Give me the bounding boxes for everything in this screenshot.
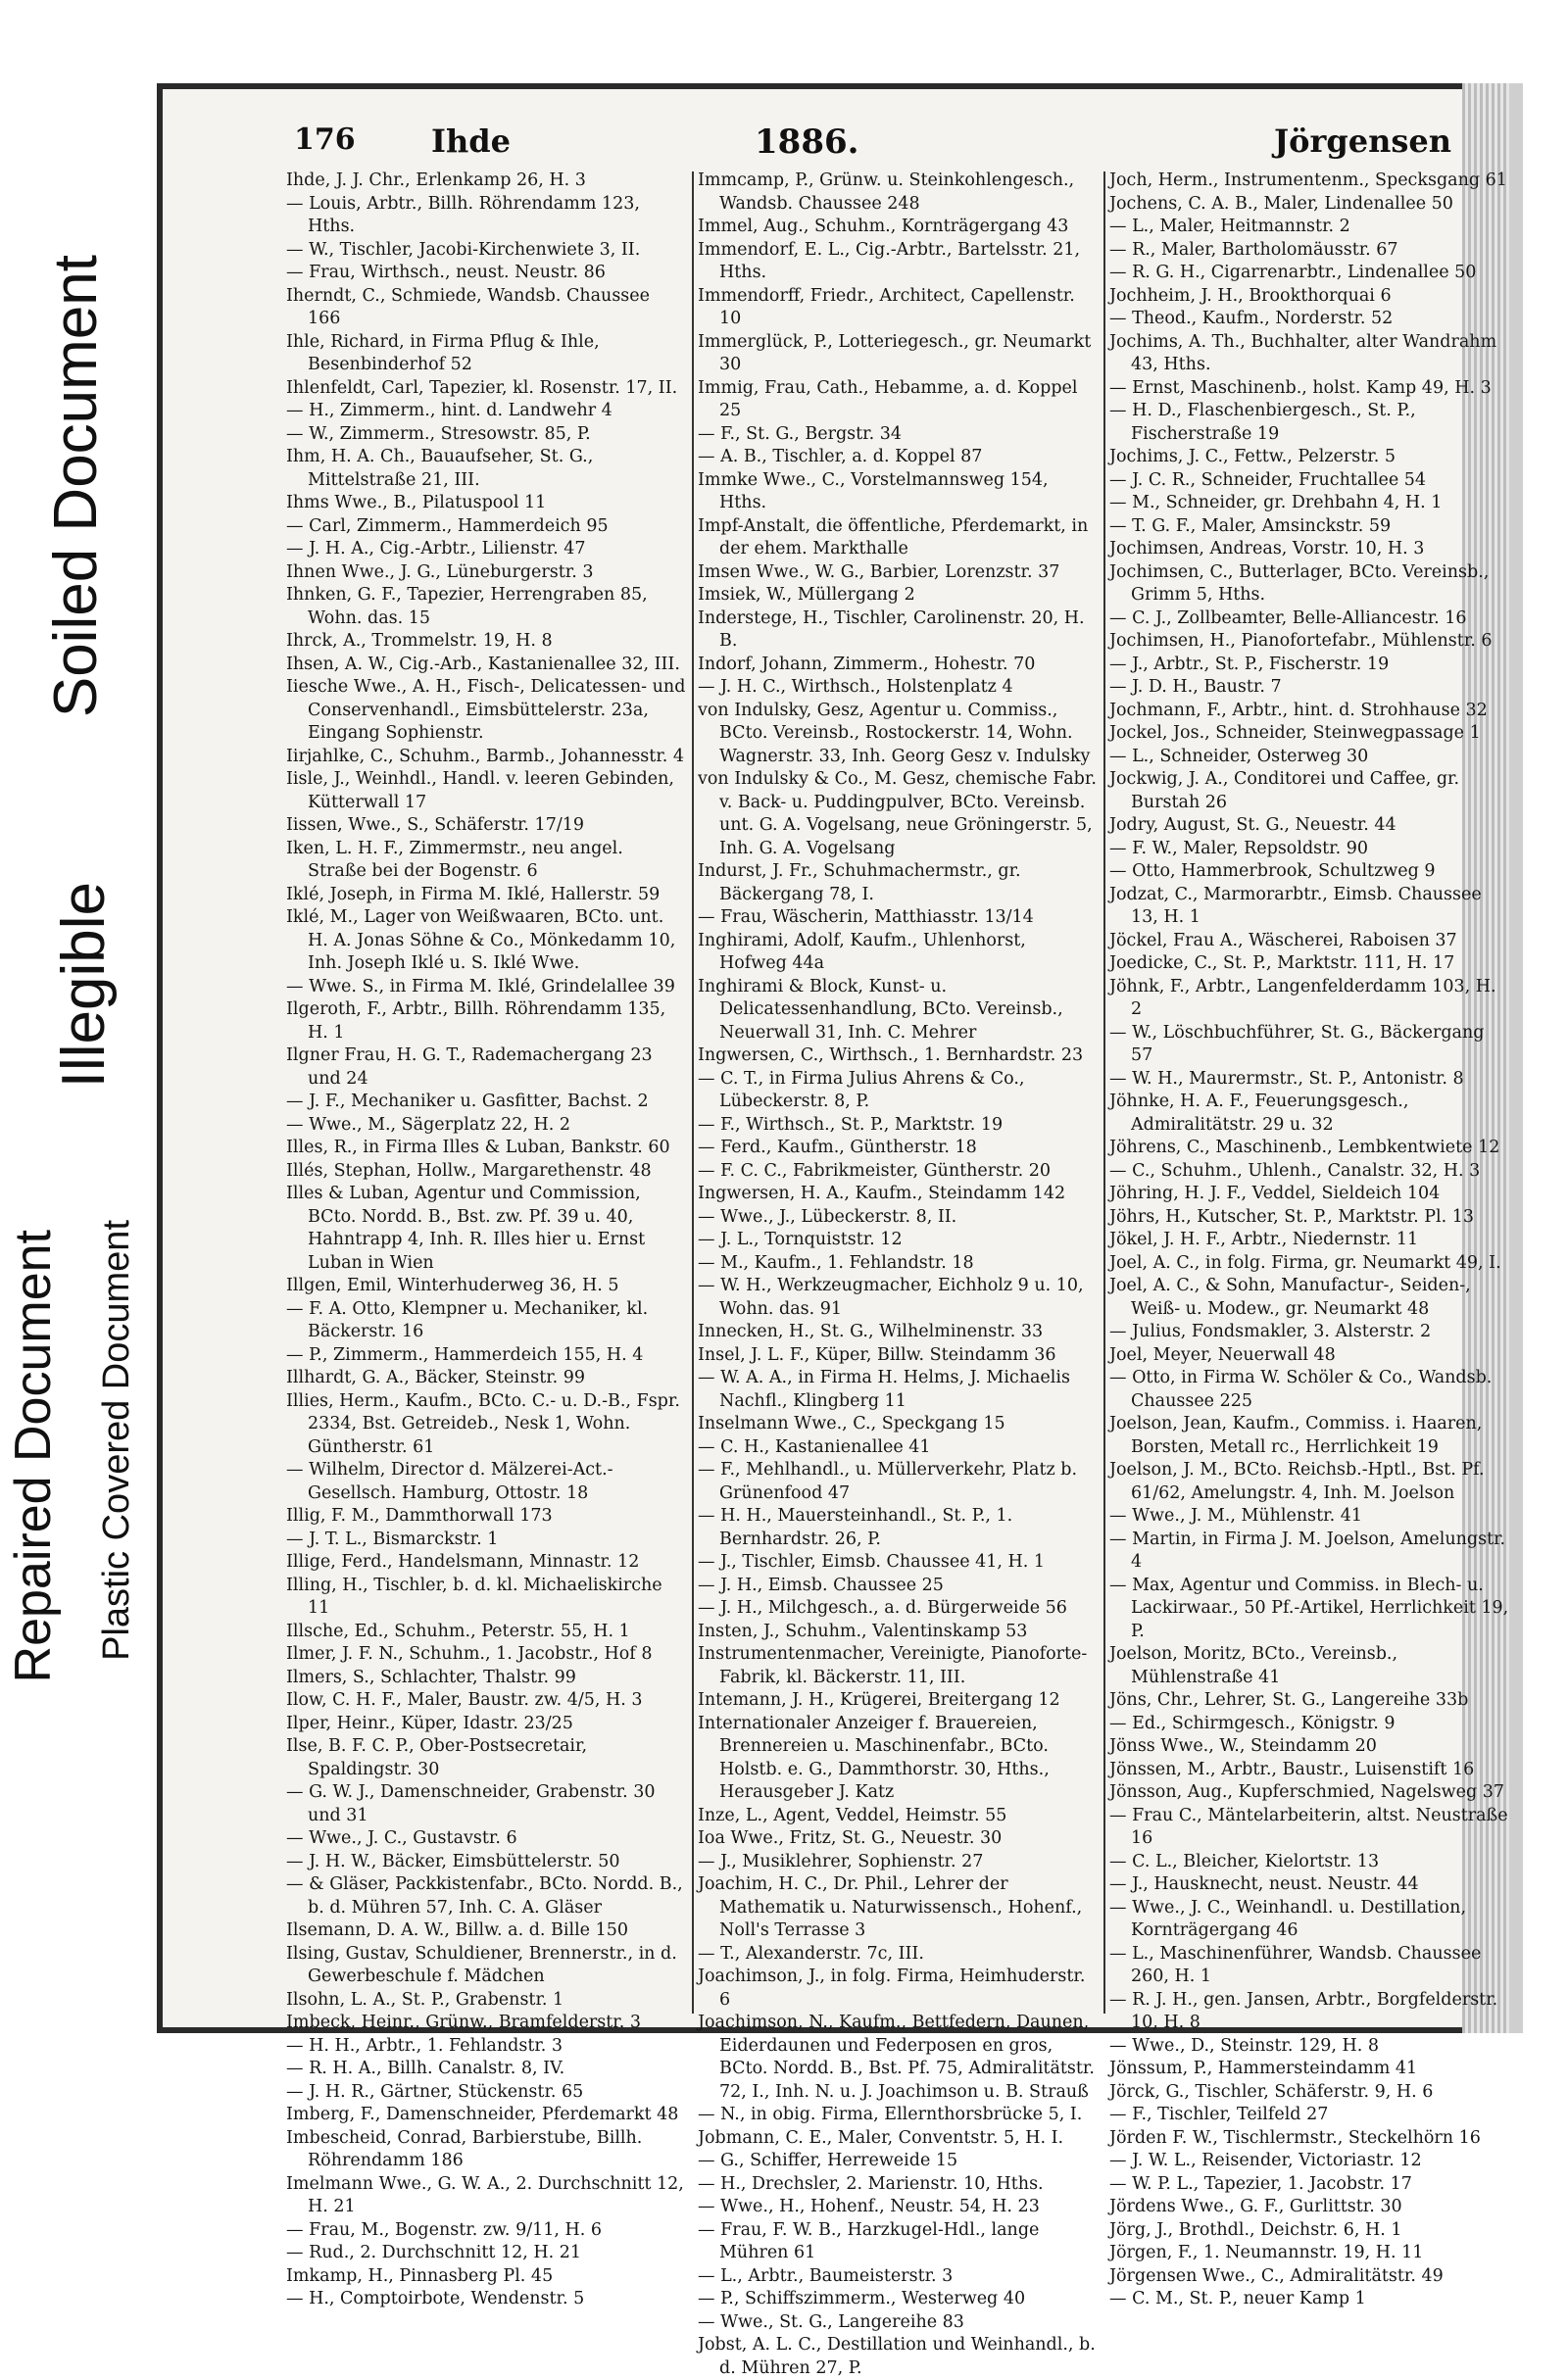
directory-entry: — Wwe., J. C., Weinhandl. u. Destillation, Kornträgergang 46 — [1109, 1897, 1467, 1940]
directory-entry: — L., Maler, Heitmannstr. 2 — [1109, 217, 1350, 236]
directory-entry: Jönsson, Aug., Kupferschmied, Nagelsweg 37 — [1109, 1782, 1505, 1802]
directory-entry: — L., Maschinenführer, Wandsb. Chaussee 260, H. 1 — [1109, 1943, 1482, 1986]
directory-entry: — R. J. H., gen. Jansen, Arbtr., Borgfelderstr. 10, H. 8 — [1109, 1989, 1498, 2032]
directory-entry: Jobst, A. L. C., Destillation und Weinhandl., b. d. Mühren 27, P. — [698, 2335, 1096, 2378]
directory-entry: — F. W., Maler, Repsoldstr. 90 — [1109, 838, 1368, 858]
directory-entry: — J. H. C., Wirthsch., Holstenplatz 4 — [698, 677, 1013, 697]
directory-entry: Imsen Wwe., W. G., Barbier, Lorenzstr. 37 — [698, 561, 1060, 582]
directory-entry: Joachimson, N., Kaufm., Bettfedern, Daunen, Eiderdaunen und Federposen en gros, BCto. Nordd. B., Bst. Pf. 75, Admiralitätstr. 72, I., Inh. N. u. J. Joachimson u. B. Strauß — [698, 2013, 1095, 2102]
directory-entry: — Wwe., J. M., Mühlenstr. 41 — [1109, 1506, 1362, 1526]
directory-entry: — W. A. A., in Firma H. Helms, J. Michaelis Nachfl., Klingberg 11 — [698, 1368, 1070, 1411]
directory-entry: — Wwe., M., Sägerplatz 22, H. 2 — [286, 1114, 570, 1135]
directory-entry: — Wwe., St. G., Langereihe 83 — [698, 2311, 964, 2332]
directory-entry: Jochimsen, H., Pianofortefabr., Mühlenstr. 6 — [1109, 631, 1493, 651]
directory-entry: — J., Musiklehrer, Sophienstr. 27 — [698, 1851, 984, 1871]
directory-entry: von Indulsky & Co., M. Gesz, chemische Fabr. v. Back- u. Puddingpulver, BCto. Vereinsb. unt. G. A. Vogelsang, neue Gröningerstr. 5, Inh. G. A. Vogelsang — [698, 769, 1097, 858]
directory-entry: — J. H. R., Gärtner, Stückenstr. 65 — [286, 2081, 584, 2102]
directory-entry: — Wwe., H., Hohenf., Neustr. 54, H. 23 — [698, 2197, 1040, 2216]
directory-entry: Iissen, Wwe., S., Schäferstr. 17/19 — [286, 815, 584, 835]
directory-entry: — J. H. A., Cig.-Arbtr., Lilienstr. 47 — [286, 539, 586, 559]
directory-entry: — J. F., Mechaniker u. Gasfitter, Bachst. 2 — [286, 1092, 649, 1111]
directory-entry: — M., Schneider, gr. Drehbahn 4, H. 1 — [1109, 493, 1443, 512]
directory-entry: Insel, J. L. F., Küper, Billw. Steindamm 36 — [698, 1344, 1056, 1365]
directory-entry: — J. H., Eimsb. Chaussee 25 — [698, 1575, 944, 1595]
directory-entry: Illes, R., in Firma Illes & Luban, Bankstr. 60 — [286, 1138, 670, 1157]
directory-entry: — F., Wirthsch., St. P., Marktstr. 19 — [698, 1114, 1004, 1135]
directory-entry: Immendorff, Friedr., Architect, Capellenstr. 10 — [698, 285, 1075, 328]
directory-entry: — Max, Agentur und Commiss. in Blech- u. Lackirwaar., 50 Pf.-Artikel, Herrlichkeit 19, P. — [1109, 1575, 1509, 1641]
directory-entry: Ihle, Richard, in Firma Pflug & Ihle, Besenbinderhof 52 — [286, 331, 600, 374]
directory-entry: Immke Wwe., C., Vorstelmannsweg 154, Hths. — [698, 469, 1049, 512]
directory-entry: Ilsohn, L. A., St. P., Grabenstr. 1 — [286, 1989, 564, 2010]
directory-entry: — W. H., Werkzeugmacher, Eichholz 9 u. 10, Wohn. das. 91 — [698, 1276, 1084, 1319]
directory-entry: Jöckel, Frau A., Wäscherei, Raboisen 37 — [1109, 930, 1457, 950]
directory-entry: Illgen, Emil, Winterhuderweg 36, H. 5 — [286, 1276, 619, 1295]
directory-entry: Ingwersen, C., Wirthsch., 1. Bernhardstr. 23 — [698, 1045, 1084, 1065]
directory-entry: — C. H., Kastanienallee 41 — [698, 1436, 931, 1457]
directory-entry: — C. L., Bleicher, Kielortstr. 13 — [1109, 1851, 1380, 1871]
directory-entry: — F., Mehlhandl., u. Müllerverkehr, Platz b. Grünenfood 47 — [698, 1460, 1078, 1503]
directory-entry: Jöhrens, C., Maschinenb., Lembkentwiete 12 — [1109, 1138, 1500, 1157]
directory-entry: Jörgensen Wwe., C., Admiralitätstr. 49 — [1109, 2265, 1444, 2286]
directory-column-1 — [286, 170, 686, 2308]
directory-entry: — J. H. W., Bäcker, Eimsbüttelerstr. 50 — [286, 1851, 620, 1871]
directory-entry: Illige, Ferd., Handelsmann, Minnastr. 12 — [286, 1552, 640, 1572]
column-rule — [692, 171, 694, 2014]
directory-entry: — R., Maler, Bartholomäusstr. 67 — [1109, 239, 1398, 260]
directory-entry: Ilper, Heinr., Küper, Idastr. 23/25 — [286, 1713, 573, 1733]
directory-entry: Ihnen Wwe., J. G., Lüneburgerstr. 3 — [286, 561, 594, 582]
directory-entry: Jodry, August, St. G., Neuestr. 44 — [1109, 815, 1396, 835]
directory-entry: — R. H. A., Billh. Canalstr. 8, IV. — [286, 2059, 565, 2078]
directory-entry: Jochimsen, C., Butterlager, BCto. Vereinsb., Grimm 5, Hths. — [1109, 561, 1490, 605]
directory-entry: Inghirami & Block, Kunst- u. Delicatessenhandlung, BCto. Vereinsb., Neuerwall 31, Inh. C. Mehrer — [698, 976, 1063, 1043]
directory-entry: Iisle, J., Weinhdl., Handl. v. leeren Gebinden, Kütterwall 17 — [286, 769, 674, 812]
directory-entry: Jördens Wwe., G. F., Gurlittstr. 30 — [1109, 2197, 1402, 2216]
directory-entry: — J., Hausknecht, neust. Neustr. 44 — [1109, 1874, 1419, 1894]
directory-entry: — P., Zimmerm., Hammerdeich 155, H. 4 — [286, 1344, 644, 1365]
directory-entry: — J. W. L., Reisender, Victoriastr. 12 — [1109, 2151, 1422, 2170]
directory-entry: Ihsen, A. W., Cig.-Arb., Kastanienallee 32, III. — [286, 654, 680, 674]
directory-entry: Jönssum, P., Hammersteindamm 41 — [1109, 2059, 1418, 2078]
directory-entry: — Ed., Schirmgesch., Königstr. 9 — [1109, 1713, 1396, 1733]
directory-entry: — Louis, Arbtr., Billh. Röhrendamm 123, Hths. — [286, 193, 640, 236]
directory-entry: — J. L., Tornquiststr. 12 — [698, 1230, 903, 1249]
directory-entry: Jönss Wwe., W., Steindamm 20 — [1109, 1736, 1377, 1756]
directory-entry: Iken, L. H. F., Zimmermstr., neu angel. Straße bei der Bogenstr. 6 — [286, 838, 623, 881]
directory-entry: — L., Arbtr., Baumeisterstr. 3 — [698, 2265, 954, 2286]
directory-entry: — F., St. G., Bergstr. 34 — [698, 423, 902, 444]
directory-entry: Inderstege, H., Tischler, Carolinenstr. 20, H. B. — [698, 607, 1085, 651]
directory-entry: — R. G. H., Cigarrenarbtr., Lindenallee 50 — [1109, 263, 1477, 282]
directory-entry: Ihrck, A., Trommelstr. 19, H. 8 — [286, 631, 553, 651]
directory-entry: — H., Zimmerm., hint. d. Landwehr 4 — [286, 401, 612, 420]
directory-entry: — H. H., Arbtr., 1. Fehlandstr. 3 — [286, 2035, 564, 2056]
directory-entry: Jochens, C. A. B., Maler, Lindenallee 50 — [1109, 193, 1453, 214]
directory-entry: Joachimson, J., in folg. Firma, Heimhuderstr. 6 — [698, 1967, 1086, 2010]
directory-entry: Indorf, Johann, Zimmerm., Hohestr. 70 — [698, 654, 1036, 674]
directory-entry: Jöhrs, H., Kutscher, St. P., Marktstr. Pl. 13 — [1109, 1206, 1474, 1227]
directory-entry: Ilgner Frau, H. G. T., Rademachergang 23 und 24 — [286, 1045, 653, 1089]
directory-entry: — H., Comptoirbote, Wendenstr. 5 — [286, 2289, 585, 2308]
repaired-document-label: Repaired Document — [5, 1230, 62, 1683]
directory-entry: Ilow, C. H. F., Maler, Baustr. zw. 4/5, H. 3 — [286, 1690, 643, 1710]
header-left-word: Ihde — [431, 122, 511, 160]
directory-entry: — Theod., Kaufm., Norderstr. 52 — [1109, 309, 1394, 328]
directory-entry: — F. A. Otto, Klempner u. Mechaniker, kl. Bäckerstr. 16 — [286, 1298, 649, 1341]
directory-entry: — Frau, Wäscherin, Matthiasstr. 13/14 — [698, 907, 1034, 927]
directory-entry: — N., in obig. Firma, Ellernthorsbrücke 5, I. — [698, 2105, 1083, 2124]
directory-entry: Illhardt, G. A., Bäcker, Steinstr. 99 — [286, 1368, 586, 1387]
directory-entry: — F., Tischler, Teilfeld 27 — [1109, 2105, 1329, 2124]
directory-entry: — G., Schiffer, Herreweide 15 — [698, 2151, 958, 2170]
directory-entry: Jobmann, C. E., Maler, Conventstr. 5, H. I. — [698, 2127, 1064, 2148]
directory-entry: — W., Tischler, Jacobi-Kirchenwiete 3, II. — [286, 239, 641, 260]
directory-entry: Iklé, Joseph, in Firma M. Iklé, Hallerstr. 59 — [286, 884, 661, 904]
directory-entry: — Carl, Zimmerm., Hammerdeich 95 — [286, 515, 609, 536]
directory-entry: — W. P. L., Tapezier, 1. Jacobstr. 17 — [1109, 2173, 1412, 2194]
directory-entry: Immendorf, E. L., Cig.-Arbtr., Bartelsstr. 21, Hths. — [698, 239, 1081, 282]
directory-entry: — C. T., in Firma Julius Ahrens & Co., Lübeckerstr. 8, P. — [698, 1068, 1025, 1111]
directory-entry: Joel, A. C., in folg. Firma, gr. Neumarkt 49, I. — [1109, 1252, 1501, 1273]
directory-entry: — J., Tischler, Eimsb. Chaussee 41, H. 1 — [698, 1552, 1046, 1572]
directory-entry: Imelmann Wwe., G. W. A., 2. Durchschnitt 12, H. 21 — [286, 2173, 684, 2216]
directory-entry: — J. T. L., Bismarckstr. 1 — [286, 1529, 499, 1549]
directory-entry: — J., Arbtr., St. P., Fischerstr. 19 — [1109, 654, 1390, 674]
directory-entry: Iirjahlke, C., Schuhm., Barmb., Johannesstr. 4 — [286, 746, 685, 766]
directory-entry: Jochimsen, Andreas, Vorstr. 10, H. 3 — [1109, 539, 1425, 559]
directory-entry: Ilsing, Gustav, Schuldiener, Brennerstr., in d. Gewerbeschule f. Mädchen — [286, 1943, 677, 1986]
column-rule — [1103, 171, 1105, 2014]
directory-entry: — Wwe., J., Lübeckerstr. 8, II. — [698, 1206, 957, 1227]
directory-entry: — Julius, Fondsmakler, 3. Alsterstr. 2 — [1109, 1322, 1432, 1341]
directory-entry: Ilmer, J. F. N., Schuhm., 1. Jacobstr., Hof 8 — [286, 1644, 653, 1664]
directory-entry: Imsiek, W., Müllergang 2 — [698, 585, 915, 605]
directory-entry: — J. H., Milchgesch., a. d. Bürgerweide 56 — [698, 1598, 1067, 1618]
directory-entry: Jörden F. W., Tischlermstr., Steckelhörn 16 — [1109, 2127, 1481, 2148]
directory-entry: Ihlenfeldt, Carl, Tapezier, kl. Rosenstr. 17, II. — [286, 377, 678, 398]
directory-entry: — Wwe. S., in Firma M. Iklé, Grindelallee 39 — [286, 976, 675, 996]
directory-entry: — T. G. F., Maler, Amsinckstr. 59 — [1109, 515, 1392, 536]
directory-entry: — Ferd., Kaufm., Güntherstr. 18 — [698, 1138, 977, 1157]
scanned-page — [157, 83, 1509, 2378]
directory-entry: Jöhnk, F., Arbtr., Langenfelderdamm 103, H. 2 — [1109, 976, 1496, 1019]
directory-entry: Joedicke, C., St. P., Marktstr. 111, H. 17 — [1109, 953, 1455, 973]
directory-entry: — Wwe., J. C., Gustavstr. 6 — [286, 1828, 517, 1848]
directory-entry: Joelson, Moritz, BCto., Vereinsb., Mühlenstraße 41 — [1109, 1644, 1398, 1687]
directory-entry: — M., Kaufm., 1. Fehlandstr. 18 — [698, 1252, 974, 1273]
directory-entry: Imkamp, H., Pinnasberg Pl. 45 — [286, 2265, 554, 2286]
directory-entry: Jockwig, J. A., Conditorei und Caffee, gr. Burstah 26 — [1109, 769, 1460, 812]
directory-entry: Joachim, H. C., Dr. Phil., Lehrer der Mathematik u. Naturwissensch., Hohenf., Noll's Terrasse 3 — [698, 1874, 1083, 1940]
directory-entry: — Otto, Hammerbrook, Schultzweg 9 — [1109, 861, 1436, 881]
directory-entry: Illés, Stephan, Hollw., Margarethenstr. 48 — [286, 1160, 652, 1181]
directory-entry: Ihm, H. A. Ch., Bauaufseher, St. G., Mittelstraße 21, III. — [286, 447, 594, 490]
illegible-label: Illegible — [50, 882, 118, 1089]
directory-entry: — Ernst, Maschinenb., holst. Kamp 49, H. 3 — [1109, 377, 1492, 398]
directory-entry: — Frau C., Mäntelarbeiterin, altst. Neustraße 16 — [1109, 1805, 1508, 1848]
directory-entry: Joel, Meyer, Neuerwall 48 — [1109, 1344, 1336, 1365]
directory-entry: Jodzat, C., Marmorarbtr., Eimsb. Chaussee 13, H. 1 — [1109, 884, 1482, 927]
directory-entry: — G. W. J., Damenschneider, Grabenstr. 30 und 31 — [286, 1782, 656, 1825]
directory-entry: Innecken, H., St. G., Wilhelminenstr. 33 — [698, 1322, 1044, 1341]
directory-entry: — H. D., Flaschenbiergesch., St. P., Fischerstraße 19 — [1109, 401, 1416, 444]
directory-entry: — T., Alexanderstr. 7c, III. — [698, 1943, 924, 1964]
directory-entry: — W., Zimmerm., Stresowstr. 85, P. — [286, 423, 591, 444]
directory-entry: Iklé, M., Lager von Weißwaaren, BCto. unt. H. A. Jonas Söhne & Co., Mönkedamm 10, Inh. Joseph Iklé u. S. Iklé Wwe. — [286, 907, 676, 973]
directory-entry: von Indulsky, Gesz, Agentur u. Commiss., BCto. Vereinsb., Rostockerstr. 14, Wohn. Wagnerstr. 33, Inh. Georg Gesz v. Indulsky — [698, 700, 1091, 766]
directory-entry: — P., Schiffszimmerm., Westerweg 40 — [698, 2289, 1026, 2308]
directory-entry: Ihnken, G. F., Tapezier, Herrengraben 85, Wohn. das. 15 — [286, 585, 648, 628]
directory-entry: — J. D. H., Baustr. 7 — [1109, 677, 1282, 697]
directory-entry: Illig, F. M., Dammthorwall 173 — [286, 1506, 553, 1526]
directory-entry: Immig, Frau, Cath., Hebamme, a. d. Koppel 25 — [698, 377, 1078, 420]
directory-column-2 — [698, 170, 1098, 2378]
directory-entry: Ilmers, S., Schlachter, Thalstr. 99 — [286, 1667, 576, 1687]
directory-entry: Joch, Herm., Instrumentenm., Specksgang 61 — [1109, 170, 1507, 190]
directory-column-3 — [1109, 170, 1509, 2308]
directory-entry: Jörg, J., Brothdl., Deichstr. 6, H. 1 — [1109, 2219, 1402, 2240]
directory-entry: Inghirami, Adolf, Kaufm., Uhlenhorst, Hofweg 44a — [698, 930, 1026, 973]
directory-entry: — J. C. R., Schneider, Fruchtallee 54 — [1109, 469, 1427, 490]
directory-entry: Ingwersen, H. A., Kaufm., Steindamm 142 — [698, 1184, 1066, 1203]
directory-entry: Ilse, B. F. C. P., Ober-Postsecretair, Spaldingstr. 30 — [286, 1736, 588, 1779]
directory-entry: — Frau, F. W. B., Harzkugel-Hdl., lange Mühren 61 — [698, 2219, 1040, 2262]
directory-entry: Jochheim, J. H., Brookthorquai 6 — [1109, 285, 1392, 306]
page-number: 176 — [294, 122, 356, 157]
directory-entry: Jökel, J. H. F., Arbtr., Niedernstr. 11 — [1109, 1230, 1419, 1249]
directory-entry: Jochims, A. Th., Buchhalter, alter Wandrahm 43, Hths. — [1109, 331, 1497, 374]
directory-entry: Intemann, J. H., Krügerei, Breitergang 12 — [698, 1690, 1060, 1710]
directory-entry: — H., Drechsler, 2. Marienstr. 10, Hths. — [698, 2173, 1044, 2194]
directory-entry: Jöhnke, H. A. F., Feuerungsgesch., Admiralitätstr. 29 u. 32 — [1109, 1092, 1409, 1135]
directory-entry: — Frau, Wirthsch., neust. Neustr. 86 — [286, 263, 606, 282]
directory-entry: Inze, L., Agent, Veddel, Heimstr. 55 — [698, 1805, 1007, 1825]
directory-entry: Illsche, Ed., Schuhm., Peterstr. 55, H. 1 — [286, 1621, 630, 1641]
directory-entry: Jörgen, F., 1. Neumannstr. 19, H. 11 — [1109, 2243, 1424, 2262]
directory-entry: Illing, H., Tischler, b. d. kl. Michaeliskirche 11 — [286, 1575, 662, 1618]
directory-entry: Internationaler Anzeiger f. Brauereien, Brennereien u. Maschinenfabr., BCto. Holstb. e. G., Dammthorstr. 30, Hths., Herausgeber J. Katz — [698, 1713, 1050, 1802]
header-year: 1886. — [755, 122, 859, 162]
directory-entry: Illies, Herm., Kaufm., BCto. C.- u. D.-B., Fspr. 2334, Bst. Getreideb., Nesk 1, Wohn. Güntherstr. 61 — [286, 1390, 680, 1457]
directory-entry: Immcamp, P., Grünw. u. Steinkohlengesch., Wandsb. Chaussee 248 — [698, 170, 1075, 214]
directory-entry: Jöns, Chr., Lehrer, St. G., Langereihe 33b — [1109, 1690, 1469, 1710]
directory-entry: Insten, J., Schuhm., Valentinskamp 53 — [698, 1621, 1028, 1641]
directory-entry: Ihde, J. J. Chr., Erlenkamp 26, H. 3 — [286, 170, 586, 190]
directory-entry: — Wwe., D., Steinstr. 129, H. 8 — [1109, 2035, 1380, 2056]
directory-entry: Illes & Luban, Agentur und Commission, BCto. Nordd. B., Bst. zw. Pf. 39 u. 40, Hahntrapp 4, Inh. R. Illes hier u. Ernst Luban in Wien — [286, 1184, 646, 1273]
directory-entry: — W. H., Maurermstr., St. P., Antonistr. 8 — [1109, 1068, 1464, 1089]
directory-entry: Ihms Wwe., B., Pilatuspool 11 — [286, 493, 547, 512]
directory-entry: Immel, Aug., Schuhm., Kornträgergang 43 — [698, 217, 1069, 236]
directory-entry: Imberg, F., Damenschneider, Pferdemarkt 48 — [286, 2105, 679, 2124]
page-header — [294, 122, 1451, 171]
directory-entry: Immerglück, P., Lotteriegesch., gr. Neumarkt 30 — [698, 331, 1092, 374]
directory-entry: — & Gläser, Packkistenfabr., BCto. Nordd. B., b. d. Mühren 57, Inh. C. A. Gläser — [286, 1874, 683, 1918]
directory-entry: Joelson, J. M., BCto. Reichsb.-Hptl., Bst. Pf. 61/62, Amelungstr. 4, Inh. M. Joelson — [1109, 1460, 1485, 1503]
directory-entry: — Rud., 2. Durchschnitt 12, H. 21 — [286, 2243, 581, 2262]
directory-entry: Indurst, J. Fr., Schuhmachermstr., gr. Bäckergang 78, I. — [698, 861, 1021, 904]
directory-entry: Jochmann, F., Arbtr., hint. d. Strohhause 32 — [1109, 700, 1488, 720]
directory-entry: — Otto, in Firma W. Schöler & Co., Wandsb. Chaussee 225 — [1109, 1368, 1493, 1411]
directory-entry: Joelson, Jean, Kaufm., Commiss. i. Haaren, Borsten, Metall rc., Herrlichkeit 19 — [1109, 1414, 1483, 1457]
directory-entry: — Martin, in Firma J. M. Joelson, Amelungstr. 4 — [1109, 1529, 1506, 1572]
directory-entry: Ilgeroth, F., Arbtr., Billh. Röhrendamm 135, H. 1 — [286, 999, 666, 1043]
directory-entry: Jockel, Jos., Schneider, Steinwegpassage 1 — [1109, 723, 1481, 743]
document-condition-labels — [0, 0, 147, 2133]
directory-entry: Jörck, G., Tischler, Schäferstr. 9, H. 6 — [1109, 2081, 1434, 2102]
directory-entry: Joel, A. C., & Sohn, Manufactur-, Seiden-, Weiß- u. Modew., gr. Neumarkt 48 — [1109, 1276, 1471, 1319]
directory-entry: Ilsemann, D. A. W., Billw. a. d. Bille 150 — [286, 1920, 628, 1940]
directory-entry: Iherndt, C., Schmiede, Wandsb. Chaussee 166 — [286, 285, 651, 328]
directory-entry: — C. J., Zollbeamter, Belle-Alliancestr. 16 — [1109, 607, 1467, 628]
directory-entry: — W., Löschbuchführer, St. G., Bäckergang 57 — [1109, 1022, 1485, 1065]
directory-entry: — F. C. C., Fabrikmeister, Güntherstr. 20 — [698, 1160, 1051, 1181]
directory-entry: Ioa Wwe., Fritz, St. G., Neuestr. 30 — [698, 1828, 1003, 1848]
directory-entry: Iiesche Wwe., A. H., Fisch-, Delicatessen- und Conservenhandl., Eimsbüttelerstr. 23a, Eingang Sophienstr. — [286, 677, 686, 743]
directory-entry: — C., Schuhm., Uhlenh., Canalstr. 32, H. 3 — [1109, 1160, 1481, 1181]
directory-entry: — C. M., St. P., neuer Kamp 1 — [1109, 2289, 1366, 2308]
directory-entry: Imbescheid, Conrad, Barbierstube, Billh. Röhrendamm 186 — [286, 2127, 643, 2170]
directory-entry: — Wilhelm, Director d. Mälzerei-Act.-Gesellsch. Hamburg, Ottostr. 18 — [286, 1460, 613, 1503]
directory-entry: Jöhring, H. J. F., Veddel, Sieldeich 104 — [1109, 1184, 1441, 1203]
header-right-word: Jörgensen — [1274, 122, 1451, 160]
directory-entry: Imbeck, Heinr., Grünw., Bramfelderstr. 3 — [286, 2013, 642, 2032]
directory-entry: Inselmann Wwe., C., Speckgang 15 — [698, 1414, 1005, 1433]
plastic-covered-document-label: Plastic Covered Document — [96, 1220, 137, 1661]
directory-entry: — H. H., Mauersteinhandl., St. P., 1. Bernhardstr. 26, P. — [698, 1506, 1013, 1549]
directory-entry: Impf-Anstalt, die öffentliche, Pferdemarkt, in der ehem. Markthalle — [698, 515, 1089, 559]
directory-entry: Instrumentenmacher, Vereinigte, Pianoforte-Fabrik, kl. Bäckerstr. 11, III. — [698, 1644, 1088, 1687]
directory-entry: Jönssen, M., Arbtr., Baustr., Luisenstift 16 — [1109, 1759, 1475, 1779]
directory-entry: Jochims, J. C., Fettw., Pelzerstr. 5 — [1109, 447, 1396, 466]
directory-entry: — A. B., Tischler, a. d. Koppel 87 — [698, 447, 983, 466]
directory-entry: — Frau, M., Bogenstr. zw. 9/11, H. 6 — [286, 2219, 603, 2240]
soiled-document-label: Soiled Document — [42, 255, 110, 718]
directory-entry: — L., Schneider, Osterweg 30 — [1109, 746, 1369, 766]
